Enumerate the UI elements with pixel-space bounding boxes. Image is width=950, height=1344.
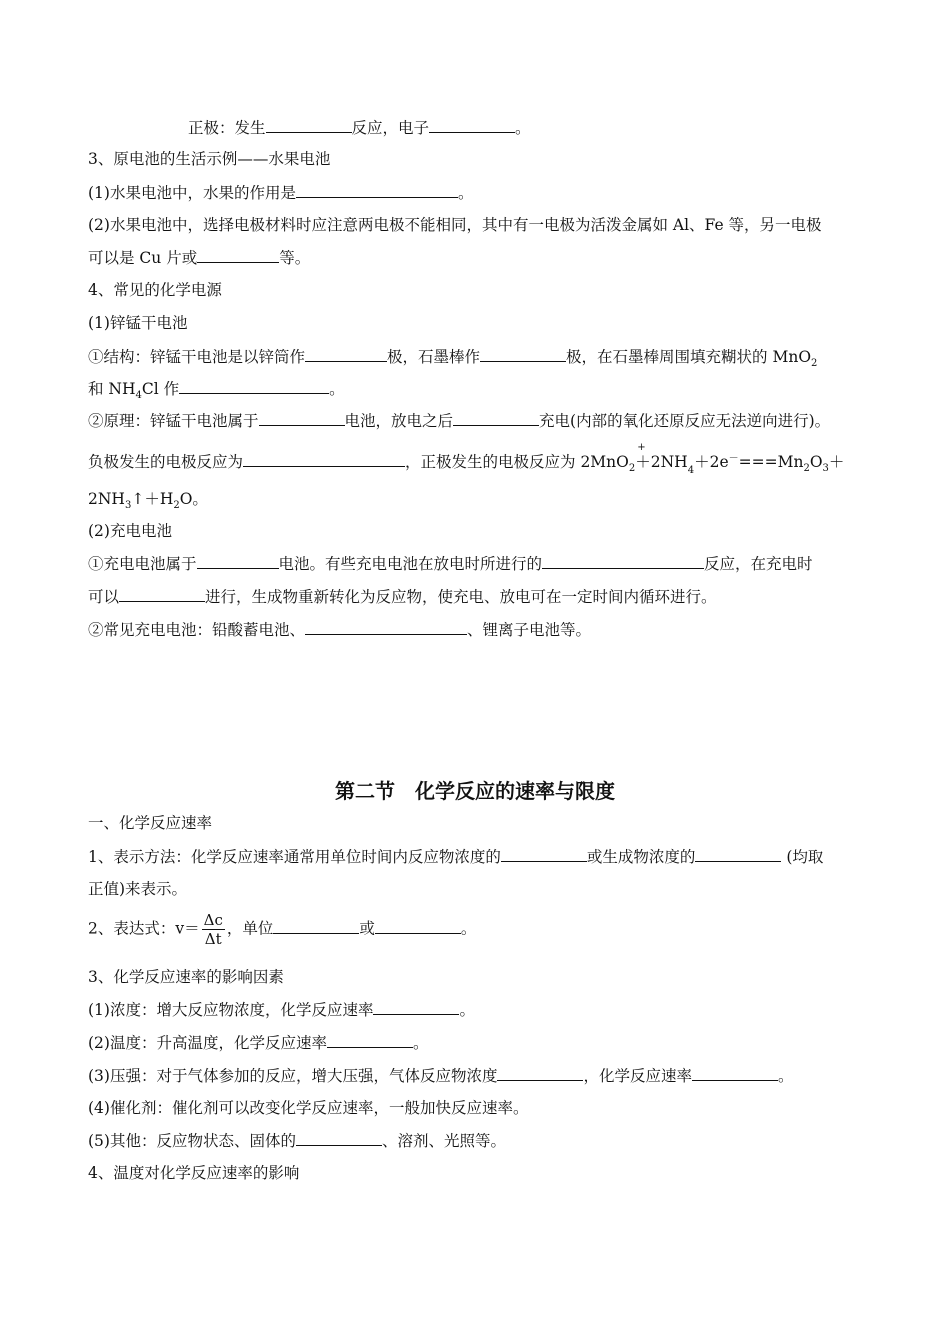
text-line: 正值)来表示。: [88, 880, 188, 898]
fill-blank[interactable]: [692, 1065, 778, 1081]
fill-blank[interactable]: [296, 182, 458, 198]
fill-blank[interactable]: [296, 1130, 382, 1146]
text-line: (1)锌锰干电池: [88, 314, 188, 332]
fill-blank[interactable]: [266, 117, 352, 133]
text-line: 1、表示方法：化学反应速率通常用单位时间内反应物浓度的 或生成物浓度的 (均取: [88, 848, 824, 866]
fill-blank[interactable]: [243, 451, 405, 467]
fill-blank[interactable]: [429, 117, 515, 133]
text-line: (4)催化剂：催化剂可以改变化学反应速率，一般加快反应速率。: [88, 1099, 529, 1117]
text-line: (5)其他：反应物状态、固体的 、溶剂、光照等。: [88, 1132, 506, 1150]
text-line: (2)水果电池中，选择电极材料时应注意两电极不能相同，其中有一电极为活泼金属如 Al、Fe 等，另一电极: [88, 216, 822, 234]
fill-blank[interactable]: [497, 1065, 583, 1081]
heading-chemical-power: 4、常见的化学电源: [88, 281, 222, 299]
fill-blank[interactable]: [305, 346, 387, 362]
text-line: 3、化学反应速率的影响因素: [88, 968, 284, 986]
fill-blank[interactable]: [197, 247, 279, 263]
fill-blank[interactable]: [480, 346, 566, 362]
text-line: 和 $NH_4Cl$ 作 。: [88, 380, 345, 402]
text-line: (1)浓度：增大反应物浓度，化学反应速率 。: [88, 1001, 475, 1019]
fill-blank[interactable]: [373, 999, 459, 1015]
text-line: ②原理：锌锰干电池属于 电池，放电之后 充电(内部的氧化还原反应无法逆向进行)。: [88, 412, 831, 430]
fill-blank[interactable]: [259, 410, 345, 426]
fill-blank[interactable]: [542, 553, 704, 569]
text-line: (3)压强：对于气体参加的反应，增大压强，气体反应物浓度 ，化学反应速率 。: [88, 1067, 794, 1085]
fill-blank[interactable]: [179, 378, 329, 394]
fill-blank[interactable]: [119, 586, 205, 602]
text-line: 2、表达式：v＝ $\frac{\Delta c}{\Delta t}$ ，单位 或 。: [88, 911, 477, 948]
text-line: (1)水果电池中，水果的作用是 。: [88, 184, 474, 202]
fill-blank[interactable]: [375, 918, 461, 934]
text-line: 可以是 Cu 片或 等。: [88, 249, 311, 267]
fill-blank[interactable]: [327, 1032, 413, 1048]
fraction: $\frac{\Delta c}{\Delta t}$: [203, 911, 223, 948]
text-line: ①结构：锌锰干电池是以锌筒作 极，石墨棒作 极，在石墨棒周围填充糊状的 MnO$_2$: [88, 348, 818, 370]
section-title: 第二节 化学反应的速率与限度: [335, 779, 615, 803]
text-line: $2NH_3↑+H_2O$。: [88, 490, 208, 512]
fill-blank[interactable]: [501, 846, 587, 862]
text-line: (2)温度：升高温度，化学反应速率 。: [88, 1034, 429, 1052]
fill-blank[interactable]: [695, 846, 781, 862]
text-line: 正极：发生 反应，电子 。: [188, 119, 531, 137]
text-line: (2)充电电池: [88, 522, 172, 540]
fill-blank[interactable]: [273, 918, 359, 934]
fill-blank[interactable]: [197, 553, 279, 569]
heading-reaction-rate: 一、化学反应速率: [88, 814, 213, 832]
fill-blank[interactable]: [305, 619, 467, 635]
text-line: 可以 进行，生成物重新转化为反应物，使充电、放电可在一定时间内循环进行。: [88, 588, 717, 606]
text-line: 4、温度对化学反应速率的影响: [88, 1164, 300, 1182]
text-line: ①充电电池属于 电池。有些充电电池在放电时所进行的 反应，在充电时: [88, 555, 813, 573]
heading-fruit-battery: 3、原电池的生活示例——水果电池: [88, 150, 331, 168]
text-line: 负极发生的电极反应为 ，正极发生的电极反应为 2MnO$_2$＋2NH + $_4+2e^-===Mn_2O_3+$: [88, 442, 845, 476]
text-line: ②常见充电电池：铅酸蓄电池、 、锂离子电池等。: [88, 621, 592, 639]
fill-blank[interactable]: [453, 410, 539, 426]
